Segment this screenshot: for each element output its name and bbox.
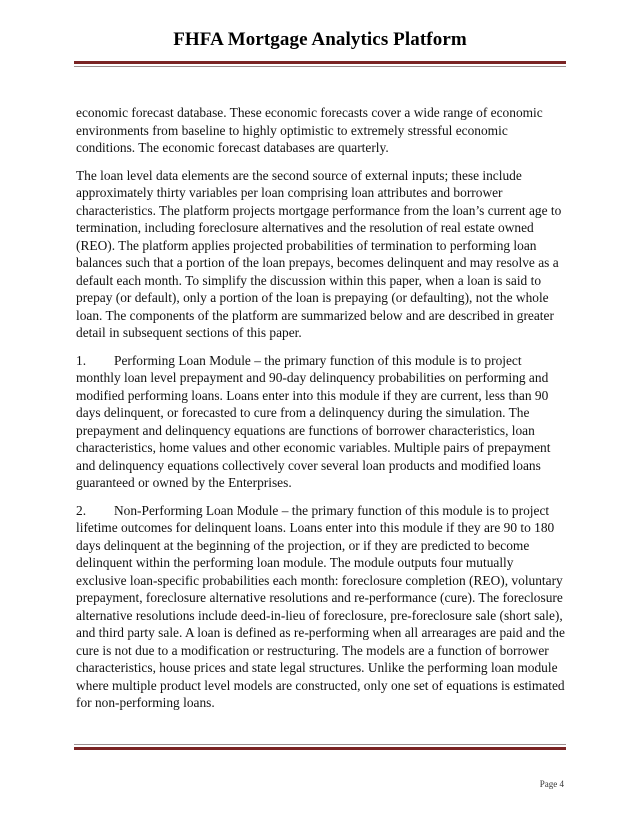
page-header-title: FHFA Mortgage Analytics Platform — [173, 29, 467, 50]
paragraph-economic-forecast: economic forecast database. These economic forecasts cover a wide range of economic environments from baseline to highly optimistic to extremely stressful economic conditions. The economic forecast databases are quarterly. — [76, 105, 543, 155]
list-item-text: Performing Loan Module – the primary function of this module is to project monthly loan level prepayment and 90-day delinquency probabilities on performing and modified performing loans. Loans enter into this module if they are current, less than 90 days delinquent, or forecasted to cure from a delinquency during the simulation. The prepayment and delinquency equations are functions of borrower characteristics, loan characteristics, home values and other economic variables. Multiple pairs of prepayment and delinquency equations collectively cover several loan products and modified loans guaranteed or owned by the Enterprises. — [76, 352, 551, 490]
list-item-non-performing-loan-module — [76, 502, 566, 712]
body-content — [76, 104, 566, 722]
list-item-performing-loan-module — [76, 352, 566, 492]
header-rule-thick — [74, 61, 566, 64]
footer-rule-thick — [74, 747, 566, 750]
header-rule-thin — [74, 66, 566, 67]
list-item-text: Non-Performing Loan Module – the primary function of this module is to project lifetime outcomes for delinquent loans. Loans enter into this module if they are 90 to 180 days delinquent at the beginning of the projection, or if they are predicted to become delinquent within the performing loan module. The module outputs four mutually exclusive loan-specific probabilities each month: foreclosure completion (REO), voluntary prepayment, foreclosure alternative resolutions and re-performance (cure). The foreclosure alternative resolutions include deed-in-lieu of foreclosure, pre-foreclosure sale (short sale), and third party sale. A loan is defined as re-performing when all arrearages are paid and the cure is not due to a modification or restructuring. The models are a function of borrower characteristics, house prices and state legal structures. Unlike the performing loan module where multiple product level models are constructed, only one set of equations is estimated for non-performing loans. — [76, 502, 565, 710]
footer-rule-thin — [74, 744, 566, 745]
paragraph-loan-level-data: The loan level data elements are the second source of external inputs; these include approximately thirty variables per loan comprising loan attributes and borrower characteristics. The platform projects mortgage performance from the loan’s current age to termination, including foreclosure alternatives and the resolution of real estate owned (REO). The platform applies projected probabilities of termination to performing loan balances such that a portion of the loan prepays, becomes delinquent and may resolve as a default each month. To simplify the discussion within this paper, when a loan is said to prepay (or default), only a portion of the loan is prepaying (or defaulting), not the whole loan. The components of the platform are summarized below and are described in greater detail in subsequent sections of this paper. — [76, 167, 562, 340]
list-item-number: 2. — [76, 502, 87, 518]
page-number: Page 4 — [539, 779, 564, 789]
list-item-number: 1. — [76, 352, 87, 368]
